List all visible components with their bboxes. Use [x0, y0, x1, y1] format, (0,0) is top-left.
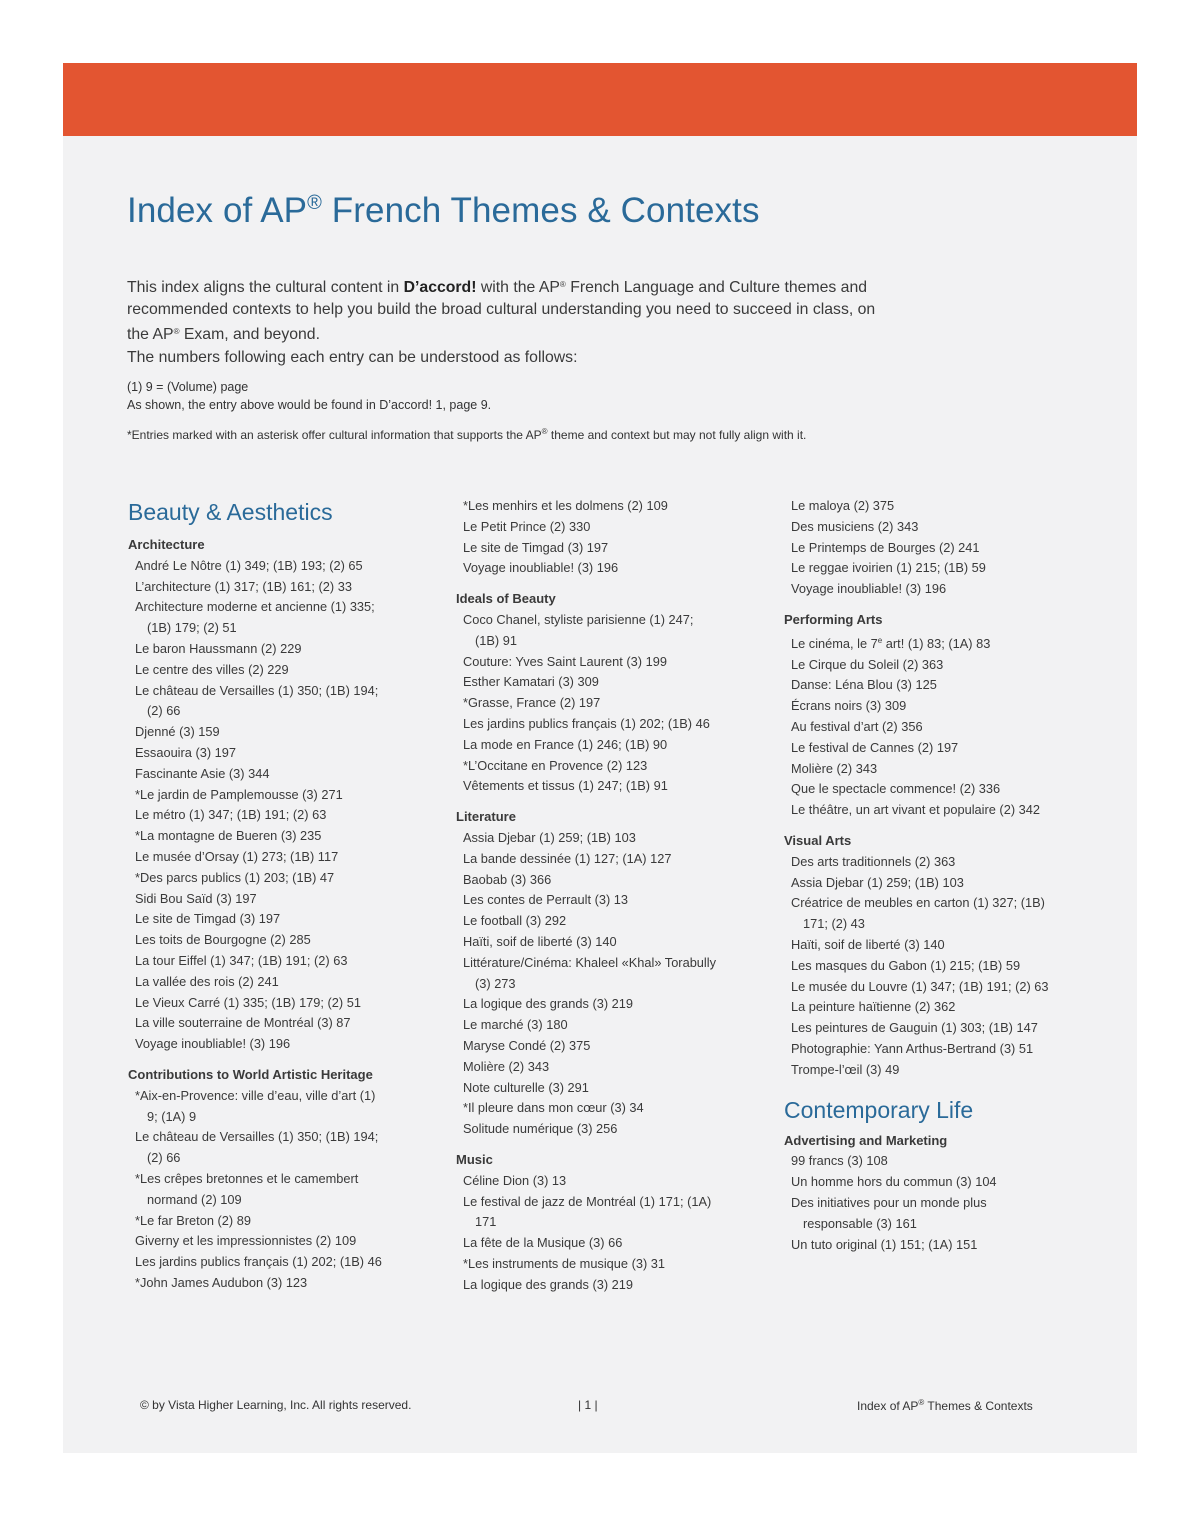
column-1: [128, 496, 448, 1294]
list-item: Le festival de Cannes (2) 197: [791, 739, 959, 755]
list-item: Un homme hors du commun (3) 104: [791, 1174, 997, 1190]
list-item: *John James Audubon (3) 123: [135, 1274, 308, 1290]
list-item: Le cinéma, le 7e art! (1) 83; (1A) 83: [791, 635, 991, 651]
subheading-contributions: Contributions to World Artistic Heritage: [128, 1066, 373, 1082]
list-item: Molière (2) 343: [791, 760, 878, 776]
list-item: La bande dessinée (1) 127; (1A) 127: [463, 850, 672, 866]
list-item: Des arts traditionnels (2) 363: [791, 853, 956, 869]
list-item: Les jardins publics français (1) 202; (1B) 46: [463, 715, 710, 731]
list-item: *Le jardin de Pamplemousse (3) 271: [135, 786, 343, 802]
list-item: Haïti, soif de liberté (3) 140: [791, 936, 945, 952]
page: [63, 63, 1137, 1453]
list-item: Le château de Versailles (1) 350; (1B) 194; (2) 66: [135, 682, 379, 719]
list-item: Le baron Haussmann (2) 229: [135, 640, 302, 656]
list-item: Le Cirque du Soleil (2) 363: [791, 656, 944, 672]
list-item: Le Vieux Carré (1) 335; (1B) 179; (2) 51: [135, 994, 361, 1010]
list-item: La peinture haïtienne (2) 362: [791, 999, 956, 1015]
section-title-beauty: Beauty & Aesthetics: [128, 499, 333, 525]
list-item: Les jardins publics français (1) 202; (1B) 46: [135, 1254, 382, 1270]
list-item: La mode en France (1) 246; (1B) 90: [463, 736, 668, 752]
list-item: Trompe-l’œil (3) 49: [791, 1061, 900, 1077]
list-item: *Il pleure dans mon cœur (3) 34: [463, 1100, 644, 1116]
list-item: *Le far Breton (2) 89: [135, 1212, 251, 1228]
subheading-ideals-of-beauty: Ideals of Beauty: [456, 591, 556, 607]
list-item: Djenné (3) 159: [135, 724, 220, 740]
list-item: Voyage inoubliable! (3) 196: [791, 581, 947, 597]
list-item: La fête de la Musique (3) 66: [463, 1235, 623, 1251]
list-item: Le site de Timgad (3) 197: [135, 911, 281, 927]
list-item: Le théâtre, un art vivant et populaire (2) 342: [791, 802, 1040, 818]
list-item: *Des parcs publics (1) 203; (1B) 47: [135, 869, 335, 885]
list-item: Le football (3) 292: [463, 913, 567, 929]
list-item: Assia Djebar (1) 259; (1B) 103: [463, 829, 636, 845]
asterisk-note: *Entries marked with an asterisk offer cultural information that supports the AP® theme and context but may not fully align with it.: [127, 427, 807, 442]
footer-copyright: © by Vista Higher Learning, Inc. All rights reserved.: [140, 1398, 412, 1412]
list-item: Haïti, soif de liberté (3) 140: [463, 933, 617, 949]
list-item: Les masques du Gabon (1) 215; (1B) 59: [791, 957, 1021, 973]
list-item: Le château de Versailles (1) 350; (1B) 194; (2) 66: [135, 1129, 379, 1166]
list-item: 99 francs (3) 108: [791, 1153, 888, 1169]
list-item: Le marché (3) 180: [463, 1017, 568, 1033]
list-item: Que le spectacle commence! (2) 336: [791, 781, 1001, 797]
section-title-contemporary-life: Contemporary Life: [784, 1096, 974, 1123]
list-item: Le site de Timgad (3) 197: [463, 539, 609, 555]
header-banner: [63, 63, 1137, 136]
list-item: Vêtements et tissus (1) 247; (1B) 91: [463, 778, 668, 794]
list-item: Le festival de jazz de Montréal (1) 171; (1A) 171: [463, 1193, 712, 1230]
list-item: Solitude numérique (3) 256: [463, 1121, 618, 1137]
subheading-performing-arts: Performing Arts: [784, 611, 883, 627]
list-item: Molière (2) 343: [463, 1058, 550, 1074]
list-item: La logique des grands (3) 219: [463, 1276, 634, 1292]
list-item: Au festival d’art (2) 356: [791, 718, 923, 734]
key-line-1: (1) 9 = (Volume) page: [127, 380, 249, 394]
list-item: Photographie: Yann Arthus-Bertrand (3) 51: [791, 1040, 1034, 1056]
list-item: Écrans noirs (3) 309: [791, 698, 907, 714]
list-item: Baobab (3) 366: [463, 871, 552, 887]
list-item: Le musée d’Orsay (1) 273; (1B) 117: [135, 848, 339, 864]
list-item: Les contes de Perrault (3) 13: [463, 892, 629, 908]
list-item: Des initiatives pour un monde plus responsable (3) 161: [791, 1194, 987, 1231]
list-item: *La montagne de Bueren (3) 235: [135, 828, 322, 844]
list-item: Note culturelle (3) 291: [463, 1079, 589, 1095]
list-item: Giverny et les impressionnistes (2) 109: [135, 1233, 357, 1249]
numbers-explanation: The numbers following each entry can be understood as follows:: [127, 349, 578, 366]
list-item: Coco Chanel, styliste parisienne (1) 247; (1B) 91: [463, 611, 694, 648]
list-item: Sidi Bou Saïd (3) 197: [135, 890, 257, 906]
subheading-visual-arts: Visual Arts: [784, 832, 852, 848]
list-item: Voyage inoubliable! (3) 196: [135, 1036, 291, 1052]
list-item: André Le Nôtre (1) 349; (1B) 193; (2) 65: [135, 557, 363, 573]
list-item: Les toits de Bourgogne (2) 285: [135, 932, 311, 948]
list-item: Créatrice de meubles en carton (1) 327; (1B) 171; (2) 43: [791, 895, 1045, 932]
key-line-2: As shown, the entry above would be found in D’accord! 1, page 9.: [127, 398, 492, 412]
list-item: Le maloya (2) 375: [791, 498, 895, 513]
list-item: *Les crêpes bretonnes et le camembert normand (2) 109: [135, 1170, 359, 1207]
list-item: Le centre des villes (2) 229: [135, 661, 289, 677]
list-item: *L’Occitane en Provence (2) 123: [463, 757, 648, 773]
list-item: *Aix-en-Provence: ville d’eau, ville d’art (1) 9; (1A) 9: [135, 1087, 376, 1124]
footer-page-number: | 1 |: [578, 1398, 598, 1412]
list-item: Le musée du Louvre (1) 347; (1B) 191; (2) 63: [791, 978, 1049, 994]
list-item: Essaouira (3) 197: [135, 744, 237, 760]
column-2: [456, 496, 776, 1295]
list-item: Voyage inoubliable! (3) 196: [463, 560, 619, 576]
subheading-music: Music: [456, 1151, 493, 1167]
footer-title: Index of AP® Themes & Contexts: [857, 1398, 1033, 1413]
page-title: Index of AP® French Themes & Contexts: [127, 191, 760, 230]
list-item: Couture: Yves Saint Laurent (3) 199: [463, 653, 667, 669]
list-item: Maryse Condé (2) 375: [463, 1037, 591, 1053]
list-item: L’architecture (1) 317; (1B) 161; (2) 33: [135, 578, 352, 594]
list-item: Danse: Léna Blou (3) 125: [791, 677, 937, 693]
list-item: La logique des grands (3) 219: [463, 996, 634, 1012]
list-item: *Les instruments de musique (3) 31: [463, 1255, 666, 1271]
list-item: Architecture moderne et ancienne (1) 335; (1B) 179; (2) 51: [135, 599, 375, 636]
list-item: *Grasse, France (2) 197: [463, 695, 601, 711]
list-item: Esther Kamatari (3) 309: [463, 674, 599, 690]
list-item: Le Printemps de Bourges (2) 241: [791, 539, 980, 555]
subheading-literature: Literature: [456, 809, 516, 825]
list-item: Assia Djebar (1) 259; (1B) 103: [791, 874, 964, 890]
column-3: [784, 496, 1104, 1255]
list-item: La tour Eiffel (1) 347; (1B) 191; (2) 63: [135, 952, 348, 968]
list-item: La ville souterraine de Montréal (3) 87: [135, 1015, 351, 1031]
list-item: Des musiciens (2) 343: [791, 518, 919, 534]
list-item: Les peintures de Gauguin (1) 303; (1B) 147: [791, 1020, 1038, 1036]
list-item: Fascinante Asie (3) 344: [135, 765, 270, 781]
list-item: Un tuto original (1) 151; (1A) 151: [791, 1236, 978, 1252]
list-item: La vallée des rois (2) 241: [135, 973, 279, 989]
subheading-advertising: Advertising and Marketing: [784, 1132, 948, 1148]
list-item: Le Petit Prince (2) 330: [463, 518, 591, 534]
list-item: Littérature/Cinéma: Khaleel «Khal» Torabully (3) 273: [463, 954, 717, 991]
list-item: Le reggae ivoirien (1) 215; (1B) 59: [791, 560, 986, 576]
intro-paragraph: This index aligns the cultural content in D’accord! with the AP® French Language and Culture themes and recommended contexts to help you build the broad cultural understanding you need to succeed in class, on the AP® Exam, and beyond.: [127, 279, 876, 343]
subheading-architecture: Architecture: [128, 537, 205, 552]
list-item: Le métro (1) 347; (1B) 191; (2) 63: [135, 807, 327, 823]
list-item: *Les menhirs et les dolmens (2) 109: [463, 498, 668, 513]
list-item: Céline Dion (3) 13: [463, 1172, 567, 1188]
